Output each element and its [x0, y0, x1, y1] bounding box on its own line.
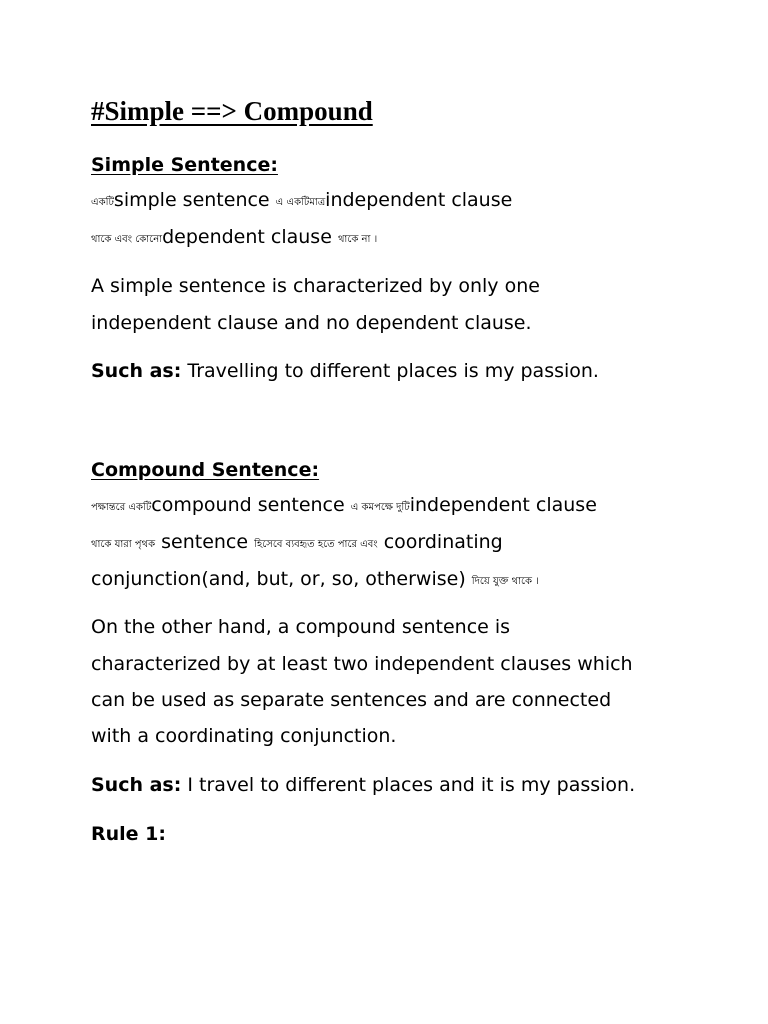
simple-english-line-1: A simple sentence is characterized by only one [91, 275, 540, 297]
simple-example [91, 353, 599, 389]
compound-english-line-3: can be used as separate sentences and are connected [91, 689, 612, 711]
compound-sentence-heading: Compound Sentence: [91, 459, 320, 481]
simple-bangla-2-part-1: থাকে এবং কোনো [91, 234, 163, 245]
compound-bangla-1-part-4: independent clause [409, 494, 597, 516]
simple-bangla-1-part-3: এ একটিমাত্র [275, 197, 326, 208]
compound-bangla-2-part-4: coordinating [383, 531, 503, 553]
compound-english-line-4: with a coordinating conjunction. [91, 725, 397, 747]
compound-bangla-3-part-2: দিয়ে যুক্ত থাকে । [471, 576, 539, 587]
compound-bangla-1-part-2: compound sentence [151, 494, 345, 516]
compound-example-text: I travel to different places and it is my passion. [187, 774, 636, 796]
compound-bangla-2-part-1: থাকে যারা পৃথক [91, 539, 156, 550]
compound-bangla-2-part-2: sentence [161, 531, 249, 553]
simple-example-label: Such as: [91, 360, 182, 382]
compound-example-label: Such as: [91, 774, 182, 796]
compound-bangla-line-1 [91, 487, 597, 526]
simple-bangla-1-part-2: simple sentence [113, 189, 270, 211]
simple-english-line-2: independent clause and no dependent clause. [91, 312, 532, 334]
simple-bangla-1-part-1: একটি [91, 197, 114, 208]
compound-english-line-2: characterized by at least two independent clauses which [91, 653, 633, 675]
compound-bangla-line-2 [91, 524, 503, 563]
compound-bangla-2-part-3: হিসেবে ব্যবহৃত হতে পারে এবং [254, 539, 378, 550]
compound-bangla-3-part-1: conjunction(and, but, or, so, otherwise) [91, 568, 466, 590]
compound-bangla-1-part-3: এ কমপক্ষে দুটি [350, 502, 410, 513]
simple-bangla-line-1 [91, 182, 512, 221]
compound-bangla-line-3 [91, 561, 539, 600]
compound-bangla-1-part-1: পক্ষান্তরে একটি [91, 502, 152, 513]
compound-example [91, 767, 635, 803]
simple-bangla-1-part-4: independent clause [325, 189, 513, 211]
compound-english-line-1: On the other hand, a compound sentence is [91, 616, 511, 638]
rule-heading: Rule 1: [91, 823, 166, 845]
simple-bangla-2-part-2: dependent clause [162, 226, 332, 248]
simple-example-text: Travelling to different places is my passion. [187, 360, 599, 382]
simple-sentence-heading: Simple Sentence: [91, 154, 278, 176]
simple-bangla-line-2 [91, 219, 377, 258]
simple-bangla-2-part-3: থাকে না । [337, 234, 378, 245]
page-title: #Simple ==> Compound [91, 96, 373, 126]
